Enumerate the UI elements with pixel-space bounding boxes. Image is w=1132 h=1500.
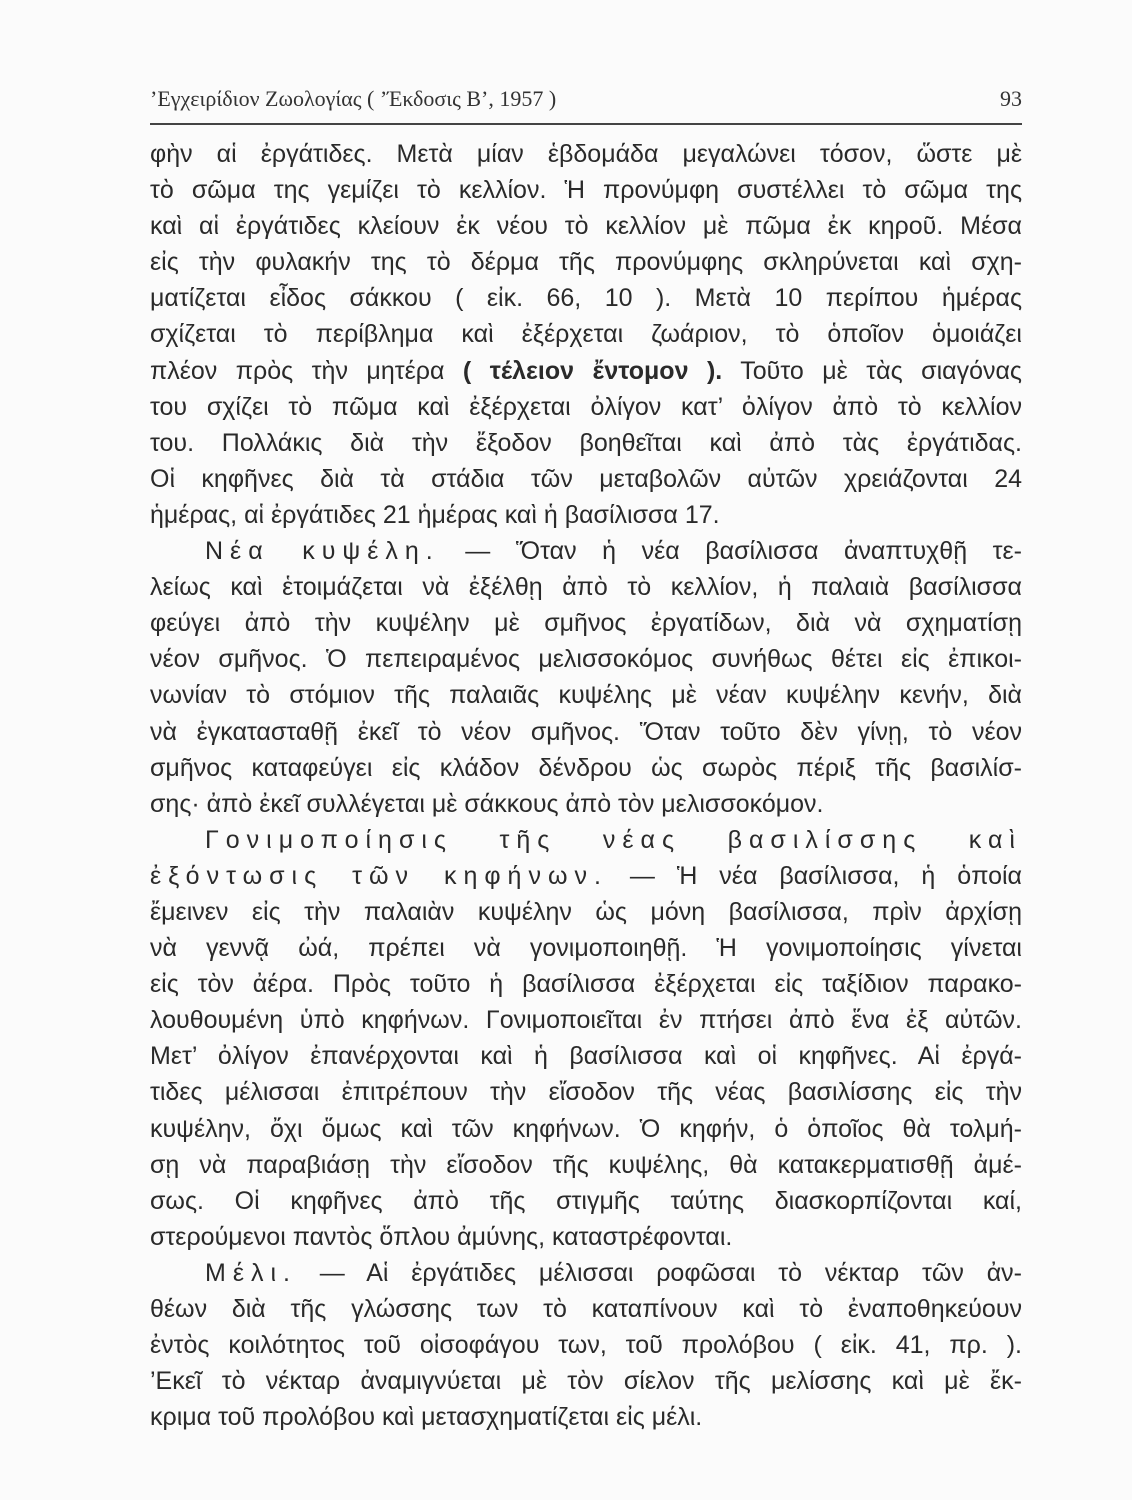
text-segment: Τοῦτο μὲ τὰς σιαγόνας bbox=[722, 356, 1022, 385]
text-line bbox=[150, 1074, 1022, 1110]
text-line bbox=[150, 641, 1022, 677]
text-line bbox=[150, 786, 1022, 822]
text-segment: σως. Οἱ κηφῆνες ἀπὸ τῆς στιγμῆς ταύτης διασκορπίζονται καί, bbox=[150, 1186, 1022, 1215]
text-line bbox=[150, 1255, 1022, 1291]
text-line bbox=[150, 1363, 1022, 1399]
header-rule bbox=[150, 123, 1022, 125]
text-segment: ἔμεινεν εἰς τὴν παλαιὰν κυψέλην ὡς μόνη βασίλισσα, πρὶν ἀρχίσῃ bbox=[150, 897, 1022, 926]
text-segment: νὰ ἐγκατασταθῇ ἐκεῖ τὸ νέον σμῆνος. Ὅταν τοῦτο δὲν γίνῃ, τὸ νέον bbox=[150, 717, 1022, 746]
text-segment: νωνίαν τὸ στόμιον τῆς παλαιᾶς κυψέλης μὲ νέαν κυψέλην κενήν, διὰ bbox=[150, 681, 1022, 710]
text-segment: ματίζεται εἶδος σάκκου ( εἰκ. 66, 10 ). Μετὰ 10 περίπου ἡμέρας bbox=[150, 284, 1022, 313]
text-segment: ἐντὸς κοιλότητος τοῦ οἰσοφάγου των, τοῦ προλόβου ( εἰκ. 41, πρ. ). bbox=[150, 1331, 1022, 1360]
text-segment: ἡμέρας, αἱ ἐργάτιδες 21 ἡμέρας καὶ ἡ βασίλισσα 17. bbox=[150, 500, 720, 529]
text-segment: νέον σμῆνος. Ὁ πεπειραμένος μελισσοκόμος συνήθως θέτει εἰς ἐπικοι- bbox=[150, 645, 1022, 674]
text-segment: φεύγει ἀπὸ τὴν κυψέλην μὲ σμῆνος ἐργατίδων, διὰ νὰ σχηματίσῃ bbox=[150, 609, 1022, 638]
text-line bbox=[150, 172, 1022, 208]
text-segment: — Ἡ νέα βασίλισσα, ἡ ὁποία bbox=[607, 861, 1022, 890]
running-header bbox=[150, 86, 1022, 116]
text-line bbox=[150, 1291, 1022, 1327]
text-line bbox=[150, 1002, 1022, 1038]
text-line bbox=[150, 1219, 1022, 1255]
text-segment: λείως καὶ ἑτοιμάζεται νὰ ἐξέλθῃ ἀπὸ τὸ κελλίον, ἡ παλαιὰ βασίλισσα bbox=[150, 573, 1022, 602]
text-line bbox=[150, 966, 1022, 1002]
section-heading: Μέλι. bbox=[205, 1258, 297, 1287]
text-segment: τὸ σῶμα της γεμίζει τὸ κελλίον. Ἡ προνύμφη συστέλλει τὸ σῶμα της bbox=[150, 176, 1022, 205]
text-line bbox=[150, 353, 1022, 389]
emphasis-text: ( τέλειον ἔντομον ). bbox=[462, 356, 723, 385]
text-line bbox=[150, 244, 1022, 280]
text-line bbox=[150, 930, 1022, 966]
text-segment: φὴν αἱ ἐργάτιδες. Μετὰ μίαν ἑβδομάδα μεγαλώνει τόσον, ὥστε μὲ bbox=[150, 140, 1022, 168]
book-title: ’Εγχειρίδιον Ζωολογίας ( ’Έκδοσις Β’, 1957 ) bbox=[150, 86, 557, 111]
text-line bbox=[150, 1111, 1022, 1147]
text-line bbox=[150, 822, 1022, 858]
text-segment: εἰς τὸν ἀέρα. Πρὸς τοῦτο ἡ βασίλισσα ἐξέρχεται εἰς ταξίδιον παρακο- bbox=[150, 970, 1022, 999]
text-line bbox=[150, 533, 1022, 569]
section-heading: Γονιμοποίησις τῆς νέας βασιλίσσης καὶ bbox=[205, 825, 1022, 854]
text-segment: — Ὅταν ἡ νέα βασίλισσα ἀναπτυχθῇ τε- bbox=[439, 537, 1023, 566]
paragraph bbox=[150, 136, 1022, 533]
text-segment: σμῆνος καταφεύγει εἰς κλάδον δένδρου ὡς σωρὸς πέριξ τῆς βασιλίσ- bbox=[150, 753, 1022, 782]
text-segment: καὶ αἱ ἐργάτιδες κλείουν ἐκ νέου τὸ κελλίον μὲ πῶμα ἐκ κηροῦ. Μέσα bbox=[150, 212, 1022, 241]
text-line bbox=[150, 425, 1022, 461]
text-line bbox=[150, 858, 1022, 894]
text-segment: κυψέλην, ὄχι ὅμως καὶ τῶν κηφήνων. Ὁ κηφήν, ὁ ὁποῖος θὰ τολμή- bbox=[150, 1114, 1022, 1143]
text-line bbox=[150, 677, 1022, 713]
text-line bbox=[150, 1399, 1022, 1435]
text-segment: του. Πολλάκις διὰ τὴν ἔξοδον βοηθεῖται καὶ ἀπὸ τὰς ἐργάτιδας. bbox=[150, 428, 1022, 457]
text-line bbox=[150, 497, 1022, 533]
text-segment: σης· ἀπὸ ἐκεῖ συλλέγεται μὲ σάκκους ἀπὸ τὸν μελισσοκόμον. bbox=[150, 789, 824, 818]
text-line bbox=[150, 461, 1022, 497]
text-line bbox=[150, 1147, 1022, 1183]
text-line bbox=[150, 136, 1022, 172]
paragraph bbox=[150, 822, 1022, 1255]
text-line bbox=[150, 280, 1022, 316]
paragraph bbox=[150, 533, 1022, 822]
text-line bbox=[150, 605, 1022, 641]
section-heading: Νέα κυψέλη. bbox=[205, 537, 440, 566]
text-segment: σῃ νὰ παραβιάσῃ τὴν εἴσοδον τῆς κυψέλης, θὰ κατακερματισθῇ ἀμέ- bbox=[150, 1150, 1022, 1179]
text-segment: του σχίζει τὸ πῶμα καὶ ἐξέρχεται ὀλίγον κατ’ ὀλίγον ἀπὸ τὸ κελλίον bbox=[150, 392, 1022, 421]
page-body bbox=[150, 136, 1022, 1435]
text-segment: εἰς τὴν φυλακήν της τὸ δέρμα τῆς προνύμφης σκληρύνεται καὶ σχη- bbox=[150, 248, 1022, 277]
text-segment: Οἱ κηφῆνες διὰ τὰ στάδια τῶν μεταβολῶν αὐτῶν χρειάζονται 24 bbox=[150, 464, 1022, 493]
text-line bbox=[150, 714, 1022, 750]
text-line bbox=[150, 389, 1022, 425]
text-line bbox=[150, 1038, 1022, 1074]
text-segment: τιδες μέλισσαι ἐπιτρέπουν τὴν εἴσοδον τῆς νέας βασιλίσσης εἰς τὴν bbox=[150, 1078, 1022, 1107]
text-line bbox=[150, 750, 1022, 786]
text-segment: — Αἱ ἐργάτιδες μέλισσαι ροφῶσαι τὸ νέκταρ τῶν ἀν- bbox=[296, 1258, 1022, 1287]
text-segment: σχίζεται τὸ περίβλημα καὶ ἐξέρχεται ζωάριον, τὸ ὁποῖον ὁμοιάζει bbox=[150, 320, 1022, 349]
text-segment: ’Εκεῖ τὸ νέκταρ ἀναμιγνύεται μὲ τὸν σίελον τῆς μελίσσης καὶ μὲ ἔκ- bbox=[150, 1367, 1022, 1396]
text-line bbox=[150, 316, 1022, 352]
text-line bbox=[150, 208, 1022, 244]
paragraph bbox=[150, 1255, 1022, 1435]
text-segment: πλέον πρὸς τὴν μητέρα bbox=[150, 356, 463, 385]
section-heading: ἐξόντωσις τῶν κηφήνων. bbox=[150, 861, 608, 890]
text-segment: Μετ’ ὀλίγον ἐπανέρχονται καὶ ἡ βασίλισσα καὶ οἱ κηφῆνες. Αἱ ἐργά- bbox=[150, 1042, 1022, 1071]
text-line bbox=[150, 1327, 1022, 1363]
text-segment: θέων διὰ τῆς γλώσσης των τὸ καταπίνουν καὶ τὸ ἐναποθηκεύουν bbox=[150, 1295, 1022, 1323]
text-line bbox=[150, 1183, 1022, 1219]
text-line bbox=[150, 894, 1022, 930]
text-segment: κριμα τοῦ προλόβου καὶ μετασχηματίζεται εἰς μέλι. bbox=[150, 1403, 703, 1432]
text-segment: λουθουμένη ὑπὸ κηφήνων. Γονιμοποιεῖται ἐν πτήσει ἀπὸ ἕνα ἐξ αὐτῶν. bbox=[150, 1006, 1022, 1035]
text-line bbox=[150, 569, 1022, 605]
text-segment: νὰ γεννᾷ ὠά, πρέπει νὰ γονιμοποιηθῇ. Ἡ γονιμοποίησις γίνεται bbox=[150, 934, 1022, 963]
page-number: 93 bbox=[1000, 86, 1022, 111]
text-segment: στερούμενοι παντὸς ὅπλου ἀμύνης, καταστρέφονται. bbox=[150, 1222, 733, 1251]
